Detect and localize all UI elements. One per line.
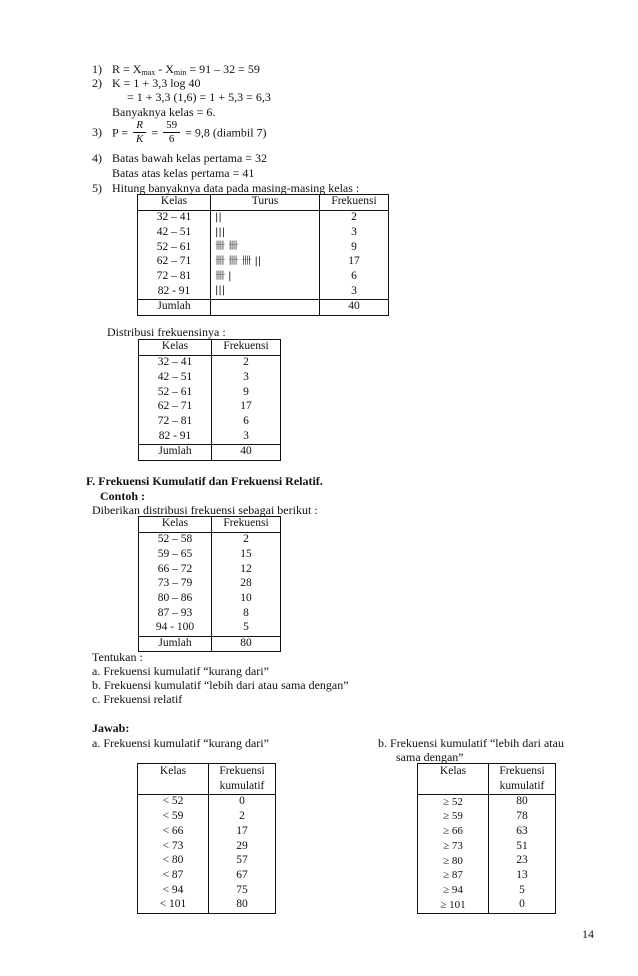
tally-marks: ||| [211,225,320,240]
table-row: 62 – 71 卌 卌 卌 || 17 [138,255,389,270]
table-row: 73 – 79 28 [139,577,281,592]
step-2: 2) K = 1 + 3,3 log 40 [92,76,201,90]
jawab-title: Jawab: [92,721,130,735]
table-row: ≥ 73 51 [418,839,556,854]
distribution-title: Distribusi frekuensinya : [107,325,226,339]
header-kelas: Kelas [138,195,211,211]
table-row: < 94 75 [138,883,276,898]
step-number: 4) [92,151,102,165]
tally-marks: 卌 卌 [211,240,320,255]
page-number: 14 [582,927,594,941]
header-turus: Turus [211,195,320,211]
table-row: ≥ 66 63 [418,824,556,839]
section-heading: F. Frekuensi Kumulatif dan Frekuensi Relatif. [86,474,323,488]
table-row: ≥ 52 80 [418,795,556,810]
jawab-b-label: b. Frekuensi kumulatif “lebih dari atau [378,736,564,750]
step-2-line-3: Banyaknya kelas = 6. [112,105,216,119]
table-row: 82 - 91 ||| 3 [138,284,389,299]
table-row: 72 – 81 6 [139,414,281,429]
table-row: 32 – 41 || 2 [138,210,389,225]
table-row: ≥ 101 0 [418,898,556,913]
jawab-a-label: a. Frekuensi kumulatif “kurang dari” [92,736,269,750]
table-row: 82 - 91 3 [139,429,281,444]
table-row: < 66 17 [138,824,276,839]
jawab-b-label-2: sama dengan” [396,750,464,764]
tentukan-item-a: a. Frekuensi kumulatif “kurang dari” [92,664,269,678]
example-table: Kelas Frekuensi 52 – 58 2 59 – 65 15 66 – 72 12 73 – 79 28 80 – 86 10 87 – 93 8 94 - 100 5 Jumlah 80 [138,516,281,652]
table-row: 66 – 72 12 [139,562,281,577]
step-number: 3) [92,125,102,140]
table-row: 87 – 93 8 [139,606,281,621]
tally-table [137,194,389,316]
example-intro: Diberikan distribusi frekuensi sebagai berikut : [92,503,318,517]
table-row: 52 – 61 卌 卌 9 [138,240,389,255]
table-row: < 87 67 [138,868,276,883]
table-row: ≥ 87 13 [418,868,556,883]
step-4: 4) Batas bawah kelas pertama = 32 [92,151,268,165]
total-row: Jumlah 40 [138,299,389,315]
step-4-line-2: Batas atas kelas pertama = 41 [112,166,255,180]
fraction-r-over-k: $\frac{R}{K}$ [133,119,146,146]
total-row: Jumlah 80 [139,636,281,652]
distribution-table: Kelas Frekuensi 32 – 41 2 42 – 51 3 52 – 61 9 62 – 71 17 72 – 81 6 82 - 91 3 Jumlah 40 [138,339,281,461]
step-1: 1) $R = X_{max} - X_{min} = 91 - 32 = 59$ [92,62,260,77]
table-row: < 52 0 [138,795,276,810]
table-row: 80 – 86 10 [139,591,281,606]
cumulative-less-table: Kelas Frekuensi kumulatif < 52 0 < 59 2 < 66 17 < 73 29 < 80 57 < 87 67 < 94 75 < 101 80 [137,763,276,914]
table-row: < 73 29 [138,839,276,854]
table-row: 32 – 41 2 [139,355,281,370]
table-row: 52 – 61 9 [139,385,281,400]
table-row: < 80 57 [138,854,276,869]
step-number: 2) [92,76,102,90]
step-2-line-2: = 1 + 3,3 (1,6) = 1 + 5,3 = 6,3 [127,90,271,104]
tally-marks: 卌 | [211,269,320,284]
step-5: 5) Hitung banyaknya data pada masing-masing kelas : [92,181,360,195]
tally-marks: || [211,210,320,225]
total-row: Jumlah 40 [139,444,281,460]
cumulative-more-table: Kelas Frekuensi kumulatif ≥ 52 80 ≥ 59 78 ≥ 66 63 ≥ 73 51 ≥ 80 23 ≥ 87 13 ≥ 94 5 ≥ 101 0 [417,763,556,914]
contoh-label: Contoh : [100,489,146,503]
table-row: 42 – 51 3 [139,370,281,385]
table-row: 42 – 51 ||| 3 [138,225,389,240]
table-row: 52 – 58 2 [139,532,281,547]
header-frekuensi: Frekuensi [320,195,389,211]
tally-marks: 卌 卌 卌 || [211,255,320,270]
table-row: 72 – 81 卌 | 6 [138,269,389,284]
tally-marks: ||| [211,284,320,299]
table-row: 59 – 65 15 [139,547,281,562]
step-number: 5) [92,181,102,195]
table-row: 62 – 71 17 [139,400,281,415]
table-row: < 101 80 [138,898,276,913]
table-row: ≥ 94 5 [418,883,556,898]
table-row: 94 - 100 5 [139,621,281,636]
fraction-59-over-6: $\frac{59}{6}$ [163,119,180,146]
step-number: 1) [92,62,102,76]
table-row: < 59 2 [138,810,276,825]
step-3: 3) P = $\frac{R}{K}$ = $\frac{59}{6}$ = 9,8 (diambil 7) [92,119,267,146]
tentukan-title: Tentukan : [92,650,143,664]
table-row: ≥ 59 78 [418,810,556,825]
tentukan-item-c: c. Frekuensi relatif [92,692,183,706]
tentukan-item-b: b. Frekuensi kumulatif “lebih dari atau sama dengan” [92,678,349,692]
table-row: ≥ 80 23 [418,854,556,869]
